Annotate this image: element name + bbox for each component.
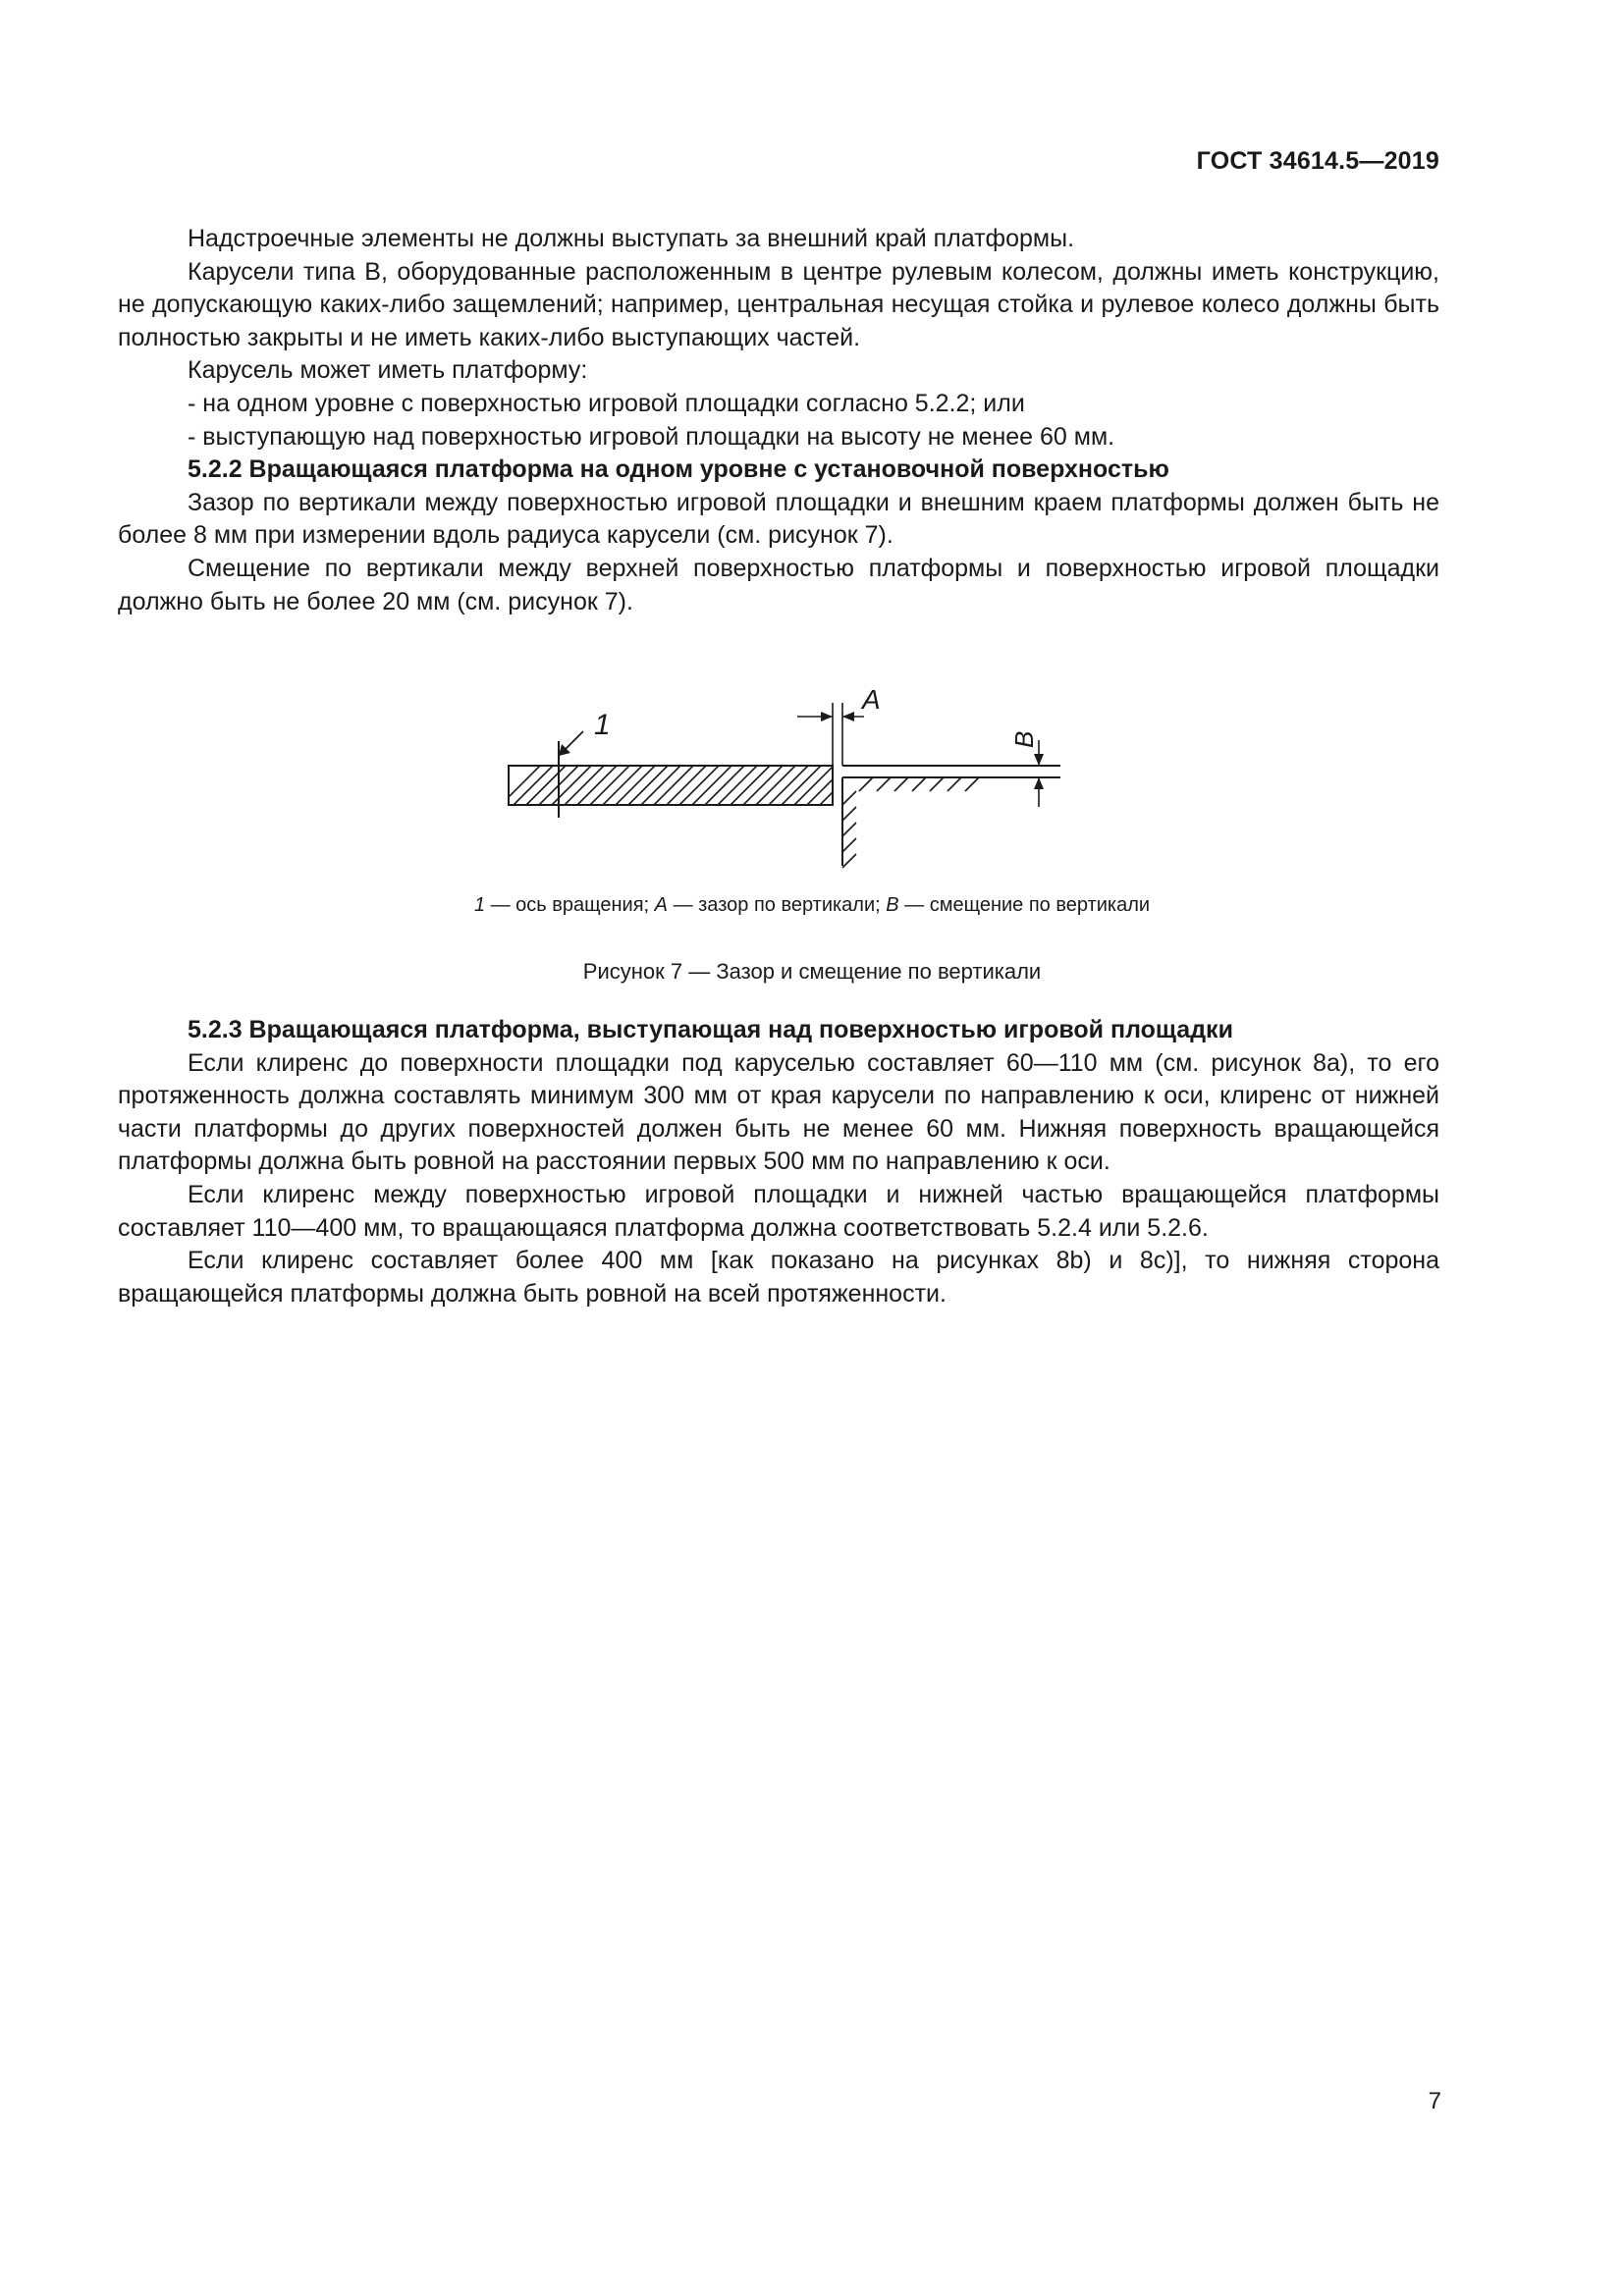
figure-legend: [0, 894, 1624, 917]
dimension-a: [797, 703, 864, 766]
document-standard-number: ГОСТ 34614.5—2019: [1196, 147, 1439, 175]
figure-caption: Рисунок 7 — Зазор и смещение по вертикали: [582, 959, 1042, 984]
section-heading-5-2-2: 5.2.2 Вращающаяся платформа на одном уровне с установочной поверхностью: [188, 455, 1169, 484]
label-b: B: [1009, 730, 1039, 748]
label-a: A: [862, 684, 881, 715]
list-item: - на одном уровне с поверхностью игровой площадки согласно 5.2.2; или: [188, 389, 1025, 417]
legend-key-1: 1: [473, 894, 486, 916]
section-text-lower: [118, 1014, 1439, 1310]
page-number: 7: [1428, 2088, 1441, 2114]
section-text-upper: [118, 223, 1439, 618]
figure-7-drawing: [0, 677, 1624, 991]
legend-key-b: B: [886, 894, 899, 916]
paragraph: Если клиренс до поверхности площадки под каруселью составляет 60—110 мм (см. рисунок 8а), то его протяженность должна составлять минимум 300 мм от края карусели по направлению к оси, клиренс от нижней части платформы до других поверхностей должен быть не менее 60 мм. Нижняя поверхность вращающейся платформы должна быть ровной на расстоянии первых 500 мм по направлению к оси.: [118, 1048, 1439, 1176]
legend-text-a: — зазор по вертикали;: [668, 894, 887, 916]
paragraph: Карусели типа В, оборудованные расположенным в центре рулевым колесом, должны иметь конструкцию, не допускающую каких-либо защемлений; например, центральная несущая стойка и рулевое колесо должны быть полностью закрыты и не иметь каких-либо выступающих частей.: [118, 257, 1439, 351]
legend-text-b: — смещение по вертикали: [898, 894, 1151, 916]
platform-shape: [501, 766, 859, 805]
paragraph: Карусель может иметь платформу:: [188, 356, 588, 385]
paragraph: Если клиренс между поверхностью игровой площадки и нижней частью вращающейся платформы составляет 110—400 мм, то вращающаяся платформа должна соответствовать 5.2.4 или 5.2.6.: [118, 1180, 1439, 1242]
list-item: - выступающую над поверхностью игровой площадки на высоту не менее 60 мм.: [188, 422, 1115, 451]
label-1: 1: [594, 709, 611, 741]
paragraph: Если клиренс составляет более 400 мм [как показано на рисунках 8b) и 8c)], то нижняя сторона вращающейся платформы должна быть ровной на всей протяженности.: [118, 1247, 1439, 1308]
ground-surface: [842, 766, 1060, 868]
paragraph: Зазор по вертикали между поверхностью игровой площадки и внешним краем платформы должен быть не более 8 мм при измерении вдоль радиуса карусели (см. рисунок 7).: [118, 488, 1439, 550]
legend-text-1: — ось вращения;: [485, 894, 655, 916]
paragraph: Надстроечные элементы не должны выступать за внешний край платформы.: [188, 225, 1075, 252]
paragraph: Смещение по вертикали между верхней поверхностью платформы и поверхностью игровой площадки должно быть не более 20 мм (см. рисунок 7).: [118, 554, 1439, 615]
section-heading-5-2-3: 5.2.3 Вращающаяся платформа, выступающая над поверхностью игровой площадки: [188, 1016, 1233, 1043]
dimension-b: [1034, 740, 1044, 807]
legend-key-a: A: [654, 894, 669, 916]
figure-7-svg: [0, 677, 1624, 991]
